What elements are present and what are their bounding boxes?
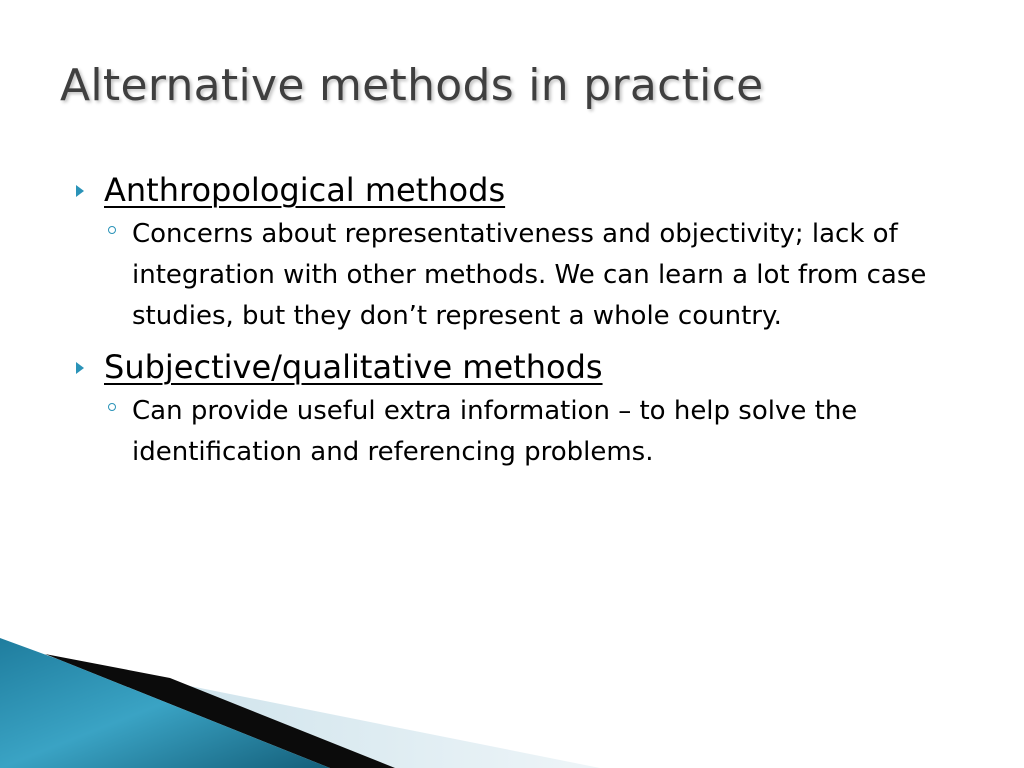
- sub-bullet-item: [72, 391, 952, 473]
- teal-swoosh-shape: [0, 638, 330, 768]
- slide-title: Alternative methods in practice: [60, 60, 764, 111]
- sub-bullet-text: Concerns about representativeness and objectivity; lack of integration with other methods. We can learn a lot from case studies, but they don’t represent a whole country.: [132, 219, 927, 331]
- sub-bullet-item: [72, 214, 952, 337]
- bullet-heading: Subjective/qualitative methods: [104, 348, 603, 386]
- arrow-bullet-icon: [76, 185, 84, 197]
- slide-body: [72, 168, 992, 481]
- sub-bullet-text: Can provide useful extra information – to help solve the identification and referencing problems.: [132, 396, 858, 467]
- bullet-heading: Anthropological methods: [104, 171, 506, 209]
- arrow-bullet-icon: [76, 362, 84, 374]
- bullet-item-subjective: [72, 345, 992, 389]
- circle-bullet-icon: [108, 226, 116, 234]
- circle-bullet-icon: [108, 403, 116, 411]
- bullet-item-anthropological: [72, 168, 992, 212]
- decorative-corner-swoosh: [0, 638, 1024, 768]
